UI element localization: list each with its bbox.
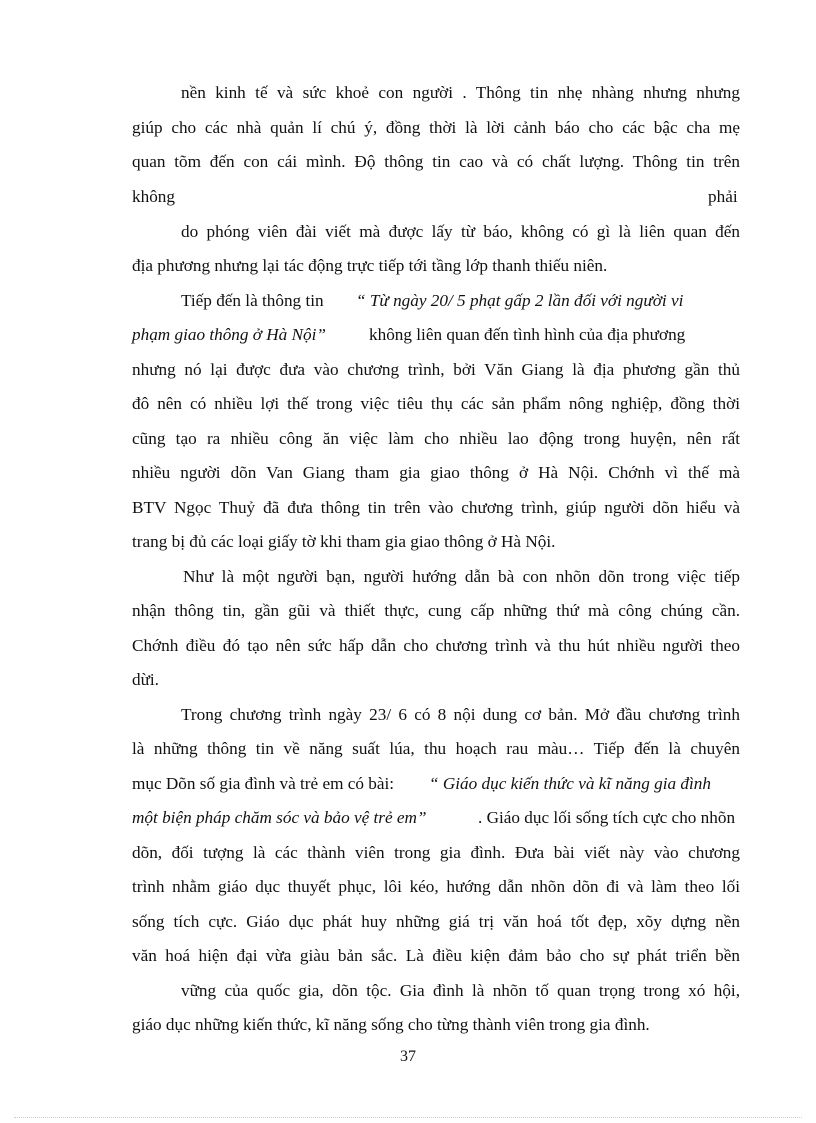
- text-line: Trong chương trình ngày 23/ 6 có 8 nội dung cơ bản. Mở đầu chương trình: [181, 705, 740, 724]
- text-line: đô nên có nhiều lợi thế trong việc tiêu thụ các sản phẩm nông nghiệp, đồng thời: [132, 394, 740, 413]
- text-line: trang bị đủ các loại giấy tờ khi tham gia giao thông ở Hà Nội.: [132, 532, 556, 551]
- text-line: quan tõm đến con cái mình. Độ thông tin cao và có chất lượng. Thông tin trên: [132, 152, 740, 171]
- italic-quote: “ Từ ngày 20/ 5 phạt gấp 2 lần đối với người vi: [356, 291, 684, 310]
- text-line: vững của quốc gia, dõn tộc. Gia đình là nhõn tố quan trọng trong xó hội,: [181, 981, 740, 1000]
- page-bottom-divider: [14, 1117, 802, 1118]
- text-line: trình nhằm giáo dục thuyết phục, lôi kéo, hướng dẫn nhõn dõn đi và làm theo lối: [132, 877, 740, 896]
- italic-quote: phạm giao thông ở Hà Nội”: [132, 325, 326, 344]
- text-line: sống tích cực. Giáo dục phát huy những giá trị văn hoá tốt đẹp, xõy dựng nền: [132, 912, 740, 931]
- text-line: cũng tạo ra nhiều công ăn việc làm cho nhiều lao động trong huyện, nên rất: [132, 429, 740, 448]
- text-line: nền kinh tế và sức khoẻ con người . Thông tin nhẹ nhàng nhưng nhưng: [181, 83, 740, 102]
- text-line: mục Dõn số gia đình và trẻ em có bài:: [132, 774, 395, 793]
- text-line: nhiều người dõn Van Giang tham gia giao thông ở Hà Nội. Chớnh vì thế mà: [132, 463, 740, 482]
- text-line: văn hoá hiện đại vừa giàu bản sắc. Là điều kiện đảm bảo cho sự phát triển bền: [132, 946, 740, 965]
- text-line: Chớnh điều đó tạo nên sức hấp dẫn cho chương trình và thu hút nhiều người theo: [132, 636, 740, 655]
- text-line: phải: [708, 187, 738, 206]
- text-line: dừi.: [132, 670, 159, 689]
- text-line: Tiếp đến là thông tin: [181, 291, 324, 310]
- text-line: nhưng nó lại được đưa vào chương trình, bởi Văn Giang là địa phương gần thủ: [132, 360, 740, 379]
- text-line: giúp cho các nhà quản lí chú ý, đồng thời là lời cảnh báo cho các bậc cha mẹ: [132, 118, 740, 137]
- text-line: không liên quan đến tình hình của địa phương: [369, 325, 686, 344]
- text-line: Như là một người bạn, người hướng dẫn bà con nhõn dõn trong việc tiếp: [183, 567, 740, 586]
- text-line: BTV Ngọc Thuỷ đã đưa thông tin trên vào chương trình, giúp người dõn hiểu và: [132, 498, 740, 517]
- text-line: dõn, đối tượng là các thành viên trong gia đình. Đưa bài viết này vào chương: [132, 843, 740, 862]
- page-number: 37: [400, 1048, 416, 1065]
- text-line: nhận thông tin, gần gũi và thiết thực, cung cấp những thứ mà công chúng cần.: [132, 601, 740, 620]
- text-line: không: [132, 187, 175, 206]
- italic-quote: một biện pháp chăm sóc và bảo vệ trẻ em”: [132, 808, 427, 827]
- text-line: là những thông tin về năng suất lúa, thu hoạch rau màu… Tiếp đến là chuyên: [132, 739, 740, 758]
- text-line: do phóng viên đài viết mà được lấy từ báo, không có gì là liên quan đến: [181, 222, 740, 241]
- text-line: giáo dục những kiến thức, kĩ năng sống cho từng thành viên trong gia đình.: [132, 1015, 650, 1034]
- italic-quote: “ Giáo dục kiến thức và kĩ năng gia đình: [429, 774, 711, 793]
- text-line: địa phương nhưng lại tác động trực tiếp tới tầng lớp thanh thiếu niên.: [132, 256, 608, 275]
- text-line: . Giáo dục lối sống tích cực cho nhõn: [478, 808, 736, 827]
